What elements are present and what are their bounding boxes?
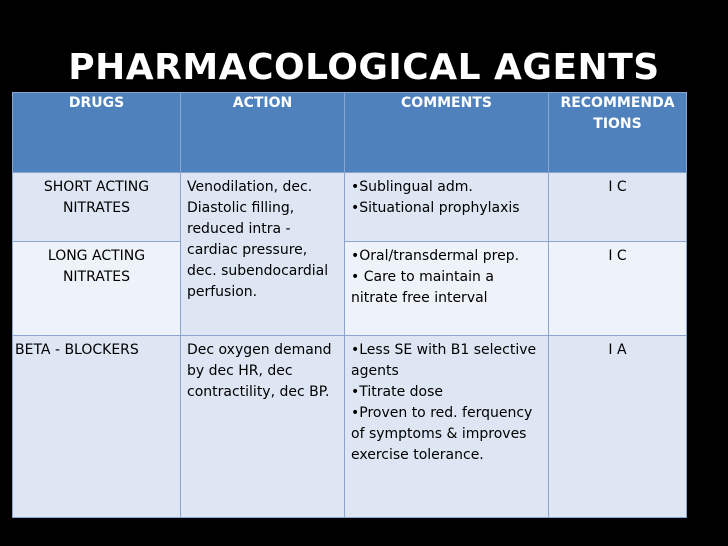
header-drugs: DRUGS xyxy=(13,93,181,173)
action-cell: Venodilation, dec. Diastolic filling, reduced intra - cardiac pressure, dec. subendocardial perfusion. xyxy=(181,173,345,336)
table-row xyxy=(13,173,687,242)
recommendation-cell: I A xyxy=(549,336,687,518)
action-cell: Dec oxygen demand by dec HR, dec contractility, dec BP. xyxy=(181,336,345,518)
table-row xyxy=(13,242,687,336)
comment-item: •Oral/transdermal prep. xyxy=(351,248,520,264)
header-recommendations: RECOMMENDA TIONS xyxy=(549,93,687,173)
comment-item: •Less SE with B1 selective agents xyxy=(351,342,537,379)
header-comments: COMMENTS xyxy=(345,93,549,173)
comment-item: •Titrate dose xyxy=(351,384,444,400)
drug-cell: BETA - BLOCKERS xyxy=(13,336,181,518)
recommendation-cell: I C xyxy=(549,173,687,242)
comments-cell xyxy=(345,336,549,518)
comment-item: •Situational prophylaxis xyxy=(351,200,520,216)
drug-cell: LONG ACTING NITRATES xyxy=(13,242,181,336)
comment-item: •Proven to red. ferquency of symptoms & improves exercise tolerance. xyxy=(351,405,533,463)
drug-cell: SHORT ACTING NITRATES xyxy=(13,173,181,242)
recommendation-cell: I C xyxy=(549,242,687,336)
slide-title: PHARMACOLOGICAL AGENTS xyxy=(68,47,660,88)
comment-item: •Sublingual adm. xyxy=(351,179,473,195)
header-action: ACTION xyxy=(181,93,345,173)
comments-cell xyxy=(345,173,549,242)
pharmacological-agents-table xyxy=(12,92,687,518)
table-header-row xyxy=(13,93,687,173)
comments-cell xyxy=(345,242,549,336)
table-row xyxy=(13,336,687,518)
comment-item: • Care to maintain a nitrate free interval xyxy=(351,269,494,306)
